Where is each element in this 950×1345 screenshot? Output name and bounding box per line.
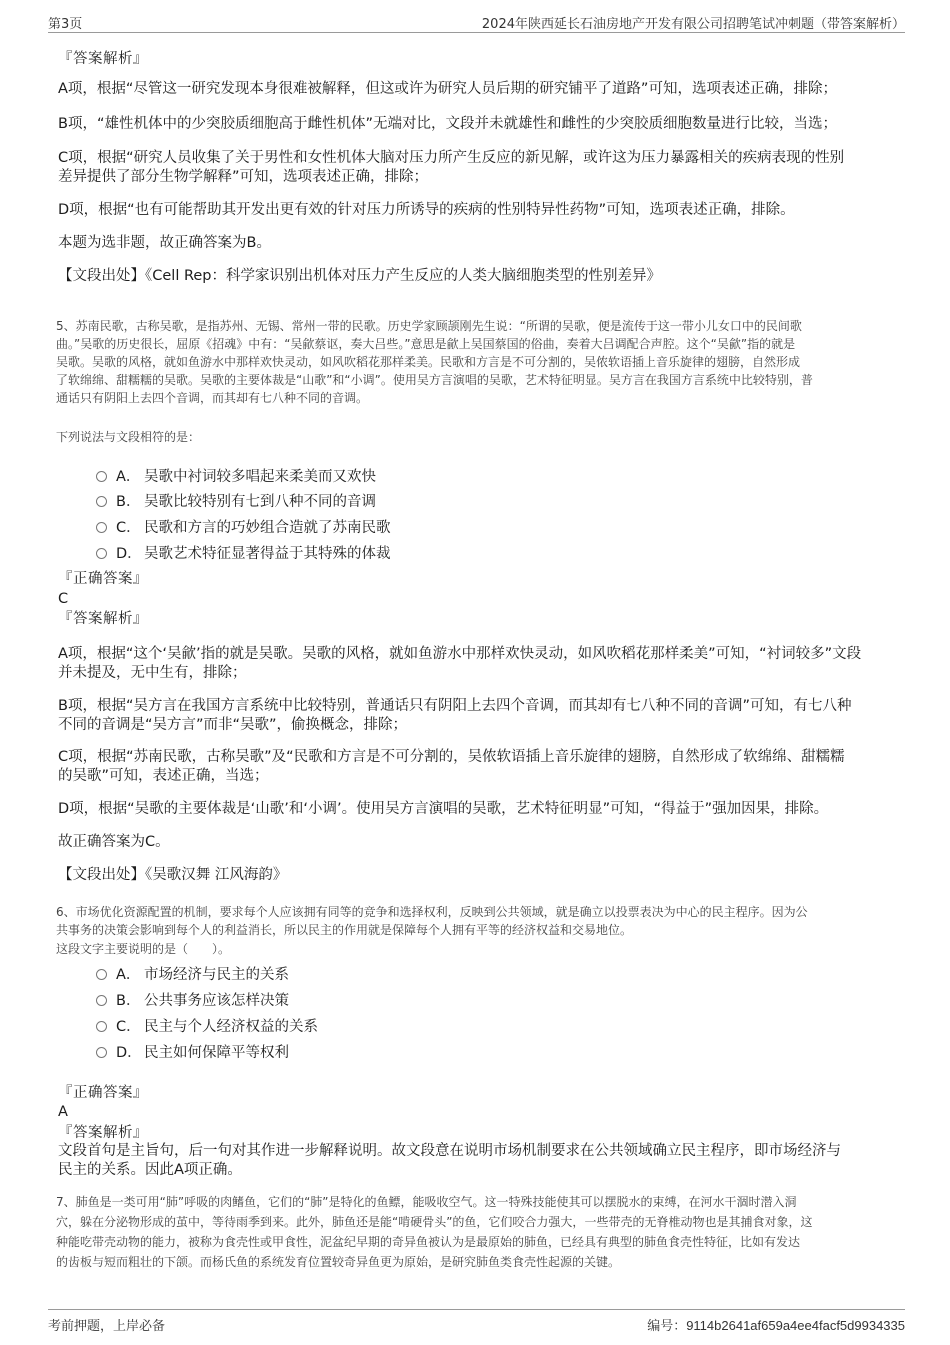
q5-option-d[interactable] — [96, 542, 391, 562]
q5-source: 【文段出处】《吴歌汉舞 江风海韵》 — [58, 867, 288, 883]
q4-conclusion: 本题为选非题，故正确答案为B。 — [58, 235, 271, 251]
q5-option-a[interactable] — [96, 465, 376, 485]
q6-analysis-line1: 文段首句是主旨句，后一句对其作进一步解释说明。故文段意在说明市场机制要求在公共领域确立民主程序，即市场经济与 — [58, 1143, 841, 1159]
option-letter: D． — [116, 546, 142, 562]
q5-passage-line3: 吴歌。吴歌的风格，就如鱼游水中那样欢快灵动，如风吹稻花那样柔美。民歌和方言是不可分割的，吴侬软语插上音乐旋律的翅膀，自然形成 — [56, 355, 801, 369]
radio-button-icon[interactable] — [96, 1021, 107, 1032]
q5-analysis-label: 『答案解析』 — [58, 611, 148, 627]
q5-question: 下列说法与文段相符的是： — [56, 430, 201, 444]
q5-answer-label: 『正确答案』 — [58, 571, 148, 587]
q6-analysis-label: 『答案解析』 — [58, 1125, 148, 1141]
radio-button-icon[interactable] — [96, 969, 107, 980]
option-text: 吴歌艺术特征显著得益于其特殊的体裁 — [144, 546, 391, 562]
q4-source: 【文段出处】《Cell Rep：科学家识别出机体对压力产生反应的人类大脑细胞类型的性别差异》 — [58, 268, 662, 284]
q5-analysis-a-line2: 并未提及，无中生有，排除； — [58, 665, 247, 681]
q6-passage-line2: 共事务的决策会影响到每个人的利益消长，所以民主的作用就是保障每个人拥有平等的经济权益和交易地位。 — [56, 923, 633, 937]
q5-option-c[interactable] — [96, 516, 391, 536]
option-letter: B． — [116, 494, 141, 510]
option-letter: B． — [116, 993, 141, 1009]
option-text: 民主与个人经济权益的关系 — [144, 1019, 318, 1035]
page-footer — [48, 1309, 905, 1334]
q4-analysis-label: 『答案解析』 — [58, 51, 148, 67]
option-letter: C． — [116, 520, 141, 536]
q5-option-b[interactable] — [96, 490, 376, 510]
q7-passage-line2: 穴，躲在分泌物形成的茧中，等待雨季到来。此外，肺鱼还是能“啃硬骨头”的鱼，它们咬合力强大，一些带壳的无脊椎动物也是其捕食对象，这 — [56, 1215, 813, 1229]
document-id: 编号：9114b2641af659a4ee4facf5d9934335 — [647, 1318, 905, 1333]
q5-passage-line2: 曲。”吴歌的历史很长，屈原《招魂》中有：“吴歈蔡讴，奏大吕些。”意思是歈上吴国蔡国的俗曲，奏着大吕调配合声腔。这个“吴歈”指的就是 — [56, 337, 796, 351]
radio-button-icon[interactable] — [96, 522, 107, 533]
option-text: 吴歌中衬词较多唱起来柔美而又欢快 — [144, 469, 376, 485]
q7-passage-line3: 种能吃带壳动物的能力，被称为食壳性或甲食性，泥盆纪早期的奇异鱼被认为是最原始的肺鱼，已经具有典型的肺鱼食壳性特征，比如有发达 — [56, 1235, 801, 1249]
q6-answer-label: 『正确答案』 — [58, 1085, 148, 1101]
q6-question: 这段文字主要说明的是（ ）。 — [56, 942, 231, 956]
radio-button-icon[interactable] — [96, 1047, 107, 1058]
footer-slogan: 考前押题，上岸必备 — [48, 1319, 166, 1334]
page-header — [48, 12, 905, 33]
option-text: 民主如何保障平等权利 — [144, 1045, 289, 1061]
radio-button-icon[interactable] — [96, 471, 107, 482]
option-text: 公共事务应该怎样决策 — [144, 993, 289, 1009]
q6-analysis-line2: 民主的关系。因此A项正确。 — [58, 1162, 242, 1178]
q6-option-b[interactable] — [96, 989, 289, 1009]
q5-passage-line1: 5、苏南民歌，古称吴歌，是指苏州、无锡、常州一带的民歌。历史学家顾颉刚先生说：“所谓的吴歌，便是流传于这一带小儿女口中的民间歌 — [56, 319, 802, 333]
q5-analysis-c-line2: 的吴歌”可知，表述正确，当选； — [58, 768, 269, 784]
q6-option-d[interactable] — [96, 1041, 289, 1061]
q4-analysis-c-line1: C项，根据“研究人员收集了关于男性和女性机体大脑对压力所产生反应的新见解，或许这为压力暴露相关的疾病表现的性别 — [58, 150, 845, 166]
radio-button-icon[interactable] — [96, 548, 107, 559]
q4-analysis-d: D项，根据“也有可能帮助其开发出更有效的针对压力所诱导的疾病的性别特异性药物”可知，选项表述正确，排除。 — [58, 202, 795, 218]
option-text: 民歌和方言的巧妙组合造就了苏南民歌 — [144, 520, 391, 536]
option-letter: A． — [116, 967, 141, 983]
radio-button-icon[interactable] — [96, 995, 107, 1006]
q7-passage-line1: 7、肺鱼是一类可用“肺”呼吸的肉鳍鱼，它们的“肺”是特化的鱼鳔，能吸收空气。这一特殊技能使其可以摆脱水的束缚，在河水干涸时潜入洞 — [56, 1195, 797, 1209]
option-text: 市场经济与民主的关系 — [144, 967, 289, 983]
q5-analysis-d: D项，根据“吴歌的主要体裁是‘山歌’和‘小调’。使用吴方言演唱的吴歌，艺术特征明显”可知，“得益于”强加因果，排除。 — [58, 801, 829, 817]
q5-analysis-b-line2: 不同的音调是“吴方言”而非“吴歌”，偷换概念，排除； — [58, 717, 408, 733]
q6-passage-line1: 6、市场优化资源配置的机制，要求每个人应该拥有同等的竞争和选择权利，反映到公共领域，就是确立以投票表决为中心的民主程序。因为公 — [56, 905, 808, 919]
option-letter: A． — [116, 469, 141, 485]
page-number: 第3页 — [48, 17, 83, 32]
option-letter: C． — [116, 1019, 141, 1035]
document-title: 2024年陕西延长石油房地产开发有限公司招聘笔试冲刺题（带答案解析） — [481, 17, 905, 32]
option-text: 吴歌比较特别有七到八种不同的音调 — [144, 494, 376, 510]
q5-conclusion: 故正确答案为C。 — [58, 834, 170, 850]
q5-passage-line5: 通话只有阴阳上去四个音调，而其却有七八种不同的音调。 — [56, 391, 369, 405]
q5-analysis-c-line1: C项，根据“苏南民歌，古称吴歌”及“民歌和方言是不可分割的，吴侬软语插上音乐旋律的翅膀，自然形成了软绵绵、甜糯糯 — [58, 749, 845, 765]
radio-button-icon[interactable] — [96, 496, 107, 507]
q4-analysis-c-line2: 差异提供了部分生物学解释”可知，选项表述正确，排除； — [58, 169, 429, 185]
option-letter: D． — [116, 1045, 142, 1061]
q6-option-a[interactable] — [96, 963, 289, 983]
q4-analysis-a: A项，根据“尽管这一研究发现本身很难被解释，但这或许为研究人员后期的研究铺平了道路”可知，选项表述正确，排除； — [58, 81, 837, 97]
q6-answer: A — [58, 1104, 68, 1120]
q5-analysis-a-line1: A项，根据“这个‘吴歈’指的就是吴歌。吴歌的风格，就如鱼游水中那样欢快灵动，如风吹稻花那样柔美”可知，“衬词较多”文段 — [58, 646, 862, 662]
q5-analysis-b-line1: B项，根据“吴方言在我国方言系统中比较特别，普通话只有阴阳上去四个音调，而其却有七八种不同的音调”可知，有七八种 — [58, 698, 852, 714]
q5-passage-line4: 了软绵绵、甜糯糯的吴歌。吴歌的主要体裁是“山歌”和“小调”。使用吴方言演唱的吴歌，艺术特征明显。吴方言在我国方言系统中比较特别，普 — [56, 373, 813, 387]
q4-analysis-b: B项，“雄性机体中的少突胶质细胞高于雌性机体”无端对比，文段并未就雄性和雌性的少突胶质细胞数量进行比较，当选； — [58, 116, 837, 132]
q5-answer: C — [58, 591, 69, 607]
q7-passage-line4: 的齿板与短而粗壮的下颌。而杨氏鱼的系统发育位置较奇异鱼更为原始，是研究肺鱼类食壳性起源的关键。 — [56, 1255, 621, 1269]
q6-option-c[interactable] — [96, 1015, 318, 1035]
